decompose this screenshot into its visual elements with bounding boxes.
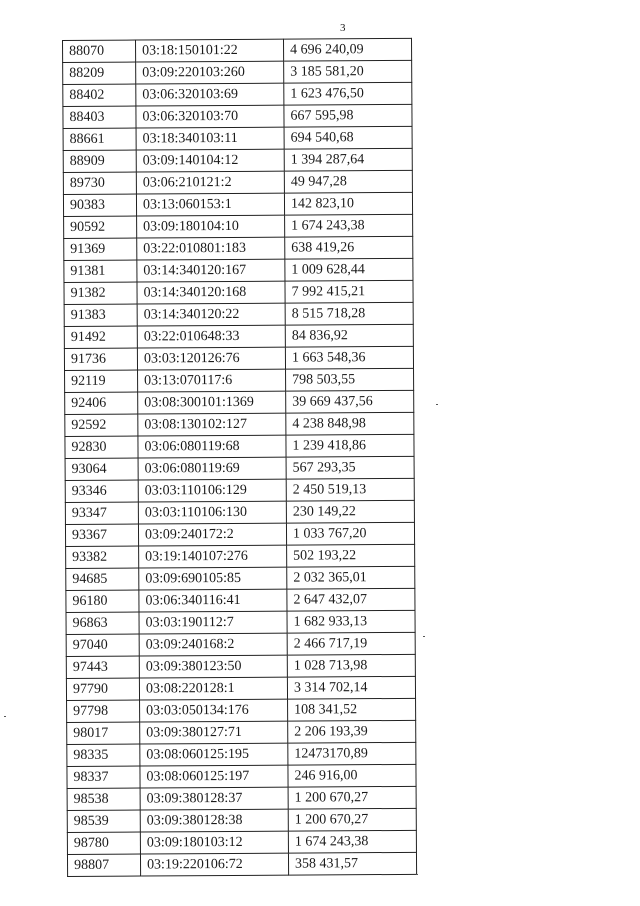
record-number-cell: 98807: [67, 854, 140, 876]
table-row: [65, 412, 414, 436]
table-row: [64, 324, 413, 348]
cadastral-number-cell: 03:03:190112:7: [139, 611, 287, 634]
record-number-cell: 98539: [67, 810, 140, 832]
cadastral-number-cell: 03:22:010801:183: [137, 237, 285, 260]
table-row: [64, 236, 413, 260]
table-row: [67, 786, 416, 810]
record-number-cell: 97798: [67, 700, 140, 722]
scan-speck: [351, 852, 353, 853]
value-cell: 694 540,68: [284, 126, 412, 149]
table-row: [63, 170, 412, 194]
value-cell: 49 947,28: [284, 170, 412, 193]
scan-speck: [4, 716, 6, 717]
value-cell: 108 341,52: [288, 698, 416, 721]
value-cell: 4 238 848,98: [286, 412, 414, 435]
table-row: [63, 60, 412, 84]
value-cell: 2 206 193,39: [288, 720, 416, 743]
record-number-cell: 93382: [66, 546, 139, 568]
value-cell: 502 193,22: [287, 544, 415, 567]
record-number-cell: 91736: [64, 348, 137, 370]
value-cell: 1 674 243,38: [288, 830, 416, 853]
value-cell: 1 674 243,38: [285, 214, 413, 237]
value-cell: 84 836,92: [285, 324, 413, 347]
table-row: [64, 302, 413, 326]
table-row: [66, 654, 415, 678]
cadastral-number-cell: 03:06:080119:68: [138, 435, 286, 458]
table-row: [63, 148, 412, 172]
cadastral-number-cell: 03:13:060153:1: [136, 193, 284, 216]
record-number-cell: 91383: [64, 304, 137, 326]
table-row: [63, 38, 412, 62]
record-number-cell: 88209: [63, 62, 136, 84]
record-number-cell: 98538: [67, 788, 140, 810]
cadastral-number-cell: 03:09:140104:12: [136, 149, 284, 172]
cadastral-number-cell: 03:19:220106:72: [140, 853, 288, 876]
value-cell: 246 916,00: [288, 764, 416, 787]
cadastral-number-cell: 03:03:050134:176: [140, 699, 288, 722]
value-cell: 1 682 933,13: [287, 610, 415, 633]
table-row: [64, 280, 413, 304]
cadastral-number-cell: 03:09:380128:37: [140, 787, 288, 810]
value-cell: 667 595,98: [284, 104, 412, 127]
scan-speck: [436, 404, 438, 405]
record-number-cell: 88070: [63, 40, 136, 62]
cadastral-number-cell: 03:06:320103:70: [136, 105, 284, 128]
record-number-cell: 93064: [65, 458, 138, 480]
cadastral-number-cell: 03:06:320103:69: [136, 83, 284, 106]
table-row: [63, 192, 412, 216]
cadastral-number-cell: 03:09:240168:2: [139, 633, 287, 656]
value-cell: 1 394 287,64: [284, 148, 412, 171]
cadastral-number-cell: 03:14:340120:167: [137, 259, 285, 282]
value-cell: 638 419,26: [285, 236, 413, 259]
value-cell: 798 503,55: [286, 368, 414, 391]
value-cell: 1 239 418,86: [286, 434, 414, 457]
table-row: [66, 588, 415, 612]
value-cell: 1 623 476,50: [284, 82, 412, 105]
cadastral-number-cell: 03:09:380128:38: [140, 809, 288, 832]
value-cell: 12473170,89: [288, 742, 416, 765]
record-number-cell: 92119: [65, 370, 138, 392]
record-number-cell: 91382: [64, 282, 137, 304]
record-number-cell: 96180: [66, 590, 139, 612]
table-row: [63, 82, 412, 106]
cadastral-number-cell: 03:06:340116:41: [139, 589, 287, 612]
value-cell: 1 028 713,98: [287, 654, 415, 677]
record-number-cell: 93347: [65, 502, 138, 524]
record-number-cell: 94685: [66, 568, 139, 590]
value-cell: 2 647 432,07: [287, 588, 415, 611]
record-number-cell: 88403: [63, 106, 136, 128]
table-row: [65, 522, 414, 546]
cadastral-number-cell: 03:08:220128:1: [139, 677, 287, 700]
record-number-cell: 98337: [67, 766, 140, 788]
cadastral-number-cell: 03:09:380123:50: [139, 655, 287, 678]
table-row: [64, 214, 413, 238]
cadastral-number-cell: 03:14:340120:22: [137, 303, 285, 326]
record-number-cell: 93346: [65, 480, 138, 502]
cadastral-number-cell: 03:13:070117:6: [138, 369, 286, 392]
cadastral-number-cell: 03:22:010648:33: [137, 325, 285, 348]
value-cell: 3 314 702,14: [287, 676, 415, 699]
cadastral-number-cell: 03:19:140107:276: [139, 545, 287, 568]
table-row: [64, 346, 413, 370]
cadastral-number-cell: 03:03:120126:76: [137, 347, 285, 370]
value-cell: 142 823,10: [284, 192, 412, 215]
table-row: [66, 632, 415, 656]
record-number-cell: 92406: [65, 392, 138, 414]
scan-speck: [423, 636, 425, 637]
record-number-cell: 92592: [65, 414, 138, 436]
record-number-cell: 96863: [66, 612, 139, 634]
value-cell: 230 149,22: [286, 500, 414, 523]
cadastral-number-cell: 03:18:150101:22: [136, 39, 284, 62]
table-row: [67, 742, 416, 766]
cadastral-number-cell: 03:18:340103:11: [136, 127, 284, 150]
cadastral-number-cell: 03:03:110106:130: [138, 501, 286, 524]
value-cell: 3 185 581,20: [284, 60, 412, 83]
value-cell: 8 515 718,28: [285, 302, 413, 325]
record-number-cell: 91381: [64, 260, 137, 282]
table-row: [65, 500, 414, 524]
record-number-cell: 97040: [66, 634, 139, 656]
record-number-cell: 93367: [65, 524, 138, 546]
value-cell: 2 032 365,01: [287, 566, 415, 589]
record-number-cell: 98335: [67, 744, 140, 766]
table-row: [65, 478, 414, 502]
record-number-cell: 88661: [63, 128, 136, 150]
table-row: [67, 830, 416, 854]
value-cell: 4 696 240,09: [283, 38, 411, 61]
record-number-cell: 88402: [63, 84, 136, 106]
value-cell: 7 992 415,21: [285, 280, 413, 303]
cadastral-number-cell: 03:09:240172:2: [138, 523, 286, 546]
record-number-cell: 98017: [67, 722, 140, 744]
registry-table-wrapper: [62, 38, 417, 877]
record-number-cell: 90592: [64, 216, 137, 238]
value-cell: 1 200 670,27: [288, 808, 416, 831]
value-cell: 2 466 717,19: [287, 632, 415, 655]
value-cell: 1 033 767,20: [286, 522, 414, 545]
table-row: [66, 544, 415, 568]
record-number-cell: 91369: [64, 238, 137, 260]
registry-table: [62, 38, 417, 877]
table-row: [67, 808, 416, 832]
record-number-cell: 88909: [63, 150, 136, 172]
table-row: [65, 390, 414, 414]
record-number-cell: 89730: [63, 172, 136, 194]
value-cell: 2 450 519,13: [286, 478, 414, 501]
table-row: [64, 258, 413, 282]
cadastral-number-cell: 03:08:130102:127: [138, 413, 286, 436]
record-number-cell: 91492: [64, 326, 137, 348]
cadastral-number-cell: 03:08:060125:197: [140, 765, 288, 788]
value-cell: 567 293,35: [286, 456, 414, 479]
record-number-cell: 97443: [66, 656, 139, 678]
value-cell: 39 669 437,56: [286, 390, 414, 413]
table-row: [63, 126, 412, 150]
table-row: [67, 720, 416, 744]
record-number-cell: 90383: [63, 194, 136, 216]
table-row: [66, 610, 415, 634]
table-row: [65, 434, 414, 458]
value-cell: 358 431,57: [288, 852, 416, 875]
scan-speck: [416, 874, 418, 875]
cadastral-number-cell: 03:09:180103:12: [140, 831, 288, 854]
cadastral-number-cell: 03:03:110106:129: [138, 479, 286, 502]
table-row: [65, 456, 414, 480]
value-cell: 1 663 548,36: [285, 346, 413, 369]
cadastral-number-cell: 03:06:210121:2: [136, 171, 284, 194]
record-number-cell: 98780: [67, 832, 140, 854]
table-row: [67, 764, 416, 788]
cadastral-number-cell: 03:09:220103:260: [136, 61, 284, 84]
cadastral-number-cell: 03:09:690105:85: [139, 567, 287, 590]
cadastral-number-cell: 03:14:340120:168: [137, 281, 285, 304]
table-row: [67, 852, 416, 876]
record-number-cell: 92830: [65, 436, 138, 458]
cadastral-number-cell: 03:06:080119:69: [138, 457, 286, 480]
table-row: [66, 566, 415, 590]
value-cell: 1 200 670,27: [288, 786, 416, 809]
cadastral-number-cell: 03:09:380127:71: [140, 721, 288, 744]
table-row: [65, 368, 414, 392]
table-row: [66, 676, 415, 700]
record-number-cell: 97790: [66, 678, 139, 700]
cadastral-number-cell: 03:08:300101:1369: [138, 391, 286, 414]
table-row: [67, 698, 416, 722]
table-row: [63, 104, 412, 128]
cadastral-number-cell: 03:09:180104:10: [137, 215, 285, 238]
registry-table-body: [63, 38, 417, 876]
value-cell: 1 009 628,44: [285, 258, 413, 281]
page-number: 3: [340, 22, 346, 34]
cadastral-number-cell: 03:08:060125:195: [140, 743, 288, 766]
